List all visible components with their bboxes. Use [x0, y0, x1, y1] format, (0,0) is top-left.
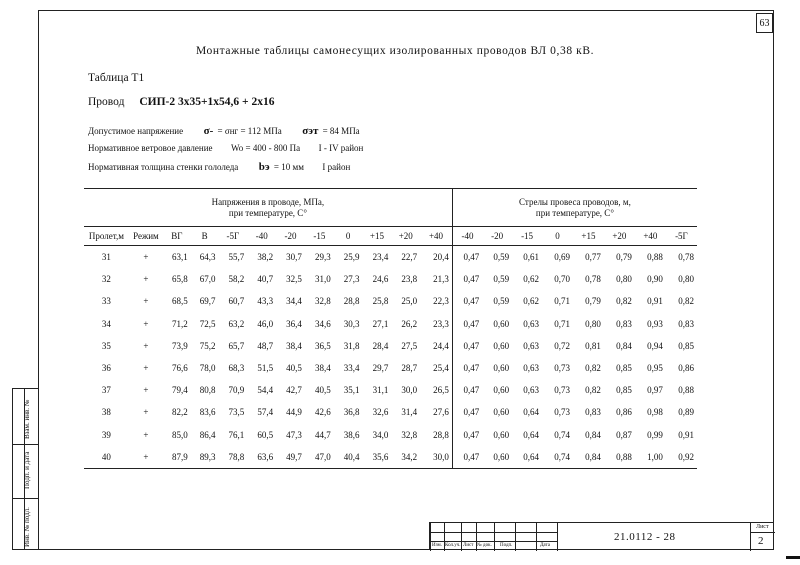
table-cell: 28,8 [433, 429, 449, 440]
table-name: Таблица Т1 [88, 72, 145, 84]
table-cell: 0,62 [523, 296, 540, 307]
table-cell: 75,2 [199, 340, 216, 351]
table-cell: 0,47 [452, 424, 482, 446]
table-cell: 71,2 [171, 318, 188, 329]
table-cell: 28,7 [401, 363, 418, 374]
stamp-col-kol: Кол.уч. [445, 543, 461, 548]
column-header: -20 [482, 227, 512, 246]
table-cell: 43,3 [257, 296, 274, 307]
table-cell: 0,72 [554, 340, 570, 351]
table-cell: 0,82 [585, 363, 601, 374]
column-header: +20 [391, 227, 420, 246]
table-cell: 0,47 [452, 401, 482, 423]
table-cell: 0,78 [585, 274, 601, 285]
table-cell: 21,3 [433, 274, 449, 285]
param-wind [88, 143, 363, 153]
table-cell: 67,0 [199, 274, 216, 285]
table-cell: 0,99 [647, 429, 663, 440]
column-header: -5Г [666, 227, 697, 246]
table-cell: 0,89 [678, 407, 694, 418]
table-cell: 0,63 [523, 385, 540, 396]
table-cell: 86,4 [199, 429, 216, 440]
table-cell: 40,7 [257, 274, 274, 285]
table-cell: 73,5 [228, 407, 245, 418]
side-label-sign: Подп. и дата [23, 451, 31, 489]
table-cell: 34,4 [286, 296, 302, 307]
table-cell: 47,3 [286, 429, 302, 440]
column-header: Пролет,м [84, 227, 129, 246]
table-cell: 44,7 [314, 429, 331, 440]
table-cell: 22,7 [401, 252, 418, 263]
column-header: +15 [363, 227, 392, 246]
table-cell: 0,62 [523, 274, 540, 285]
table-cell: 35,1 [343, 385, 360, 396]
table-cell: 0,85 [616, 385, 632, 396]
param-stress-label: Допустимое напряжение [88, 126, 184, 136]
mounting-table [84, 188, 697, 469]
table-row [84, 268, 697, 290]
table-cell: 54,4 [257, 385, 274, 396]
table-cell: 0,79 [585, 296, 601, 307]
corner-mark [786, 556, 800, 559]
table-cell: 0,60 [493, 385, 510, 396]
wire-name: СИП-2 3х35+1х54,6 + 2х16 [139, 96, 275, 108]
table-cell: 55,7 [228, 252, 245, 263]
ice-region: I район [322, 162, 351, 172]
table-cell: 33 [101, 296, 111, 307]
sigma-value: = σнг = 112 МПа [217, 126, 282, 136]
table-cell: 25,9 [343, 252, 360, 263]
table-cell: 63,6 [257, 451, 274, 462]
ice-symbol: bэ [258, 161, 270, 173]
table-cell: 37 [101, 385, 111, 396]
table-cell: 0,60 [493, 363, 510, 374]
sigma-et-value: = 84 МПа [322, 126, 360, 136]
column-header: 0 [334, 227, 363, 246]
stamp-col-list: Лист [463, 543, 474, 548]
param-ice-label: Нормативная толщина стенки гололеда [88, 162, 239, 172]
table-cell: 0,60 [493, 340, 510, 351]
table-cell: 26,5 [433, 385, 449, 396]
table-cell: 46,0 [257, 318, 274, 329]
table-cell: 25,4 [433, 363, 449, 374]
table-cell: 38,6 [343, 429, 360, 440]
table-cell: 0,82 [616, 296, 632, 307]
stamp-col-doc: № док. [477, 543, 492, 548]
table-cell: 51,5 [257, 363, 274, 374]
table-cell: 30,3 [343, 318, 360, 329]
table-cell: 31 [101, 252, 111, 263]
table-cell: 58,2 [228, 274, 245, 285]
table-cell: 23,4 [372, 252, 389, 263]
table-cell: 1,00 [647, 451, 663, 462]
table-cell: 36,4 [286, 318, 302, 329]
table-cell: 0,74 [554, 451, 570, 462]
table-cell: 25,8 [372, 296, 389, 307]
table-cell: 0,78 [678, 252, 694, 263]
column-header: -40 [247, 227, 276, 246]
table-cell: 0,81 [585, 340, 601, 351]
table-cell: 28,8 [343, 296, 360, 307]
table-row [84, 246, 697, 269]
table-cell: 82,2 [171, 407, 188, 418]
table-cell: + [143, 274, 149, 285]
table-cell: 0,77 [585, 252, 601, 263]
column-header: -40 [452, 227, 482, 246]
column-header: -15 [305, 227, 334, 246]
wire-label: Провод [88, 96, 125, 108]
table-cell: 76,6 [171, 363, 188, 374]
table-row [84, 290, 697, 312]
table-cell: 0,47 [452, 246, 482, 269]
table-cell: 0,82 [585, 385, 601, 396]
table-cell: 79,4 [171, 385, 188, 396]
table-cell: 0,91 [647, 296, 663, 307]
table-cell: 35 [101, 340, 111, 351]
table-cell: 0,63 [523, 318, 540, 329]
table-cell: 23,3 [433, 318, 449, 329]
table-cell: 63,1 [171, 252, 188, 263]
table-cell: 30,7 [286, 252, 302, 263]
table-cell: 27,6 [433, 407, 449, 418]
table-cell: 0,70 [554, 274, 570, 285]
table-cell: 40,4 [343, 451, 360, 462]
table-cell: 0,83 [678, 318, 694, 329]
table-cell: 38,2 [257, 252, 274, 263]
table-cell: 0,73 [554, 407, 570, 418]
table-cell: 31,0 [314, 274, 331, 285]
table-cell: 0,71 [554, 296, 570, 307]
table-cell: 0,82 [678, 296, 694, 307]
column-header: ВГ [163, 227, 191, 246]
table-cell: 35,6 [372, 451, 389, 462]
table-cell: 68,3 [228, 363, 245, 374]
table-cell: 25,0 [401, 296, 418, 307]
table-cell: 0,69 [554, 252, 570, 263]
table-cell: 31,8 [343, 340, 360, 351]
table-cell: 0,86 [616, 407, 632, 418]
table-cell: 0,85 [678, 340, 694, 351]
table-cell: 42,6 [314, 407, 331, 418]
table-cell: 64,3 [199, 252, 216, 263]
side-stamp [12, 388, 38, 550]
table-row [84, 357, 697, 379]
stamp-col-sign: Подп. [500, 543, 513, 548]
table-cell: 38 [101, 407, 111, 418]
table-cell: 23,8 [401, 274, 418, 285]
table-cell: 36 [101, 363, 111, 374]
table-cell: 33,4 [343, 363, 360, 374]
table-cell: 89,3 [199, 451, 216, 462]
table-cell: 34,2 [401, 451, 418, 462]
table-cell: 73,9 [171, 340, 188, 351]
table-cell: 27,3 [343, 274, 360, 285]
table-cell: 40,5 [286, 363, 302, 374]
table-cell: 0,80 [616, 274, 632, 285]
table-cell: 60,5 [257, 429, 274, 440]
table-cell: 85,0 [171, 429, 188, 440]
table-cell: 0,64 [523, 429, 540, 440]
table-cell: 38,4 [314, 363, 331, 374]
table-row [84, 313, 697, 335]
table-cell: 0,93 [647, 318, 663, 329]
table-cell: 27,1 [372, 318, 389, 329]
table-cell: 40 [101, 451, 111, 462]
table-cell: 87,9 [171, 451, 188, 462]
table-cell: 34,0 [372, 429, 389, 440]
table-cell: 32,5 [286, 274, 302, 285]
sigma-et-symbol: σэт [302, 125, 319, 137]
column-header: 0 [542, 227, 573, 246]
table-cell: 0,74 [554, 429, 570, 440]
table-cell: 72,5 [199, 318, 216, 329]
table-cell: 0,63 [523, 363, 540, 374]
table-cell: 0,88 [616, 451, 632, 462]
table-cell: 29,3 [314, 252, 331, 263]
stamp-col-date: Дата [540, 543, 550, 548]
table-cell: 30,0 [433, 451, 449, 462]
table-cell: 42,7 [286, 385, 302, 396]
wire-line [88, 96, 274, 108]
stamp-col-izm: Изм. [432, 543, 442, 548]
table-cell: 32,8 [314, 296, 331, 307]
table-cell: 0,84 [585, 429, 601, 440]
param-ice [88, 161, 350, 173]
table-cell: 24,4 [433, 340, 449, 351]
table-cell: 26,2 [401, 318, 418, 329]
document-title: Монтажные таблицы самонесущих изолированных проводов ВЛ 0,38 кВ. [196, 45, 595, 57]
table-row [84, 401, 697, 423]
table-cell: + [143, 407, 149, 418]
sheet-label: Лист [756, 524, 769, 530]
side-label-inv: Инв. № подл. [23, 507, 31, 547]
table-cell: + [143, 363, 149, 374]
table-cell: 0,47 [452, 446, 482, 469]
table-cell: 0,98 [647, 407, 663, 418]
table-cell: 60,7 [228, 296, 245, 307]
document-code: 21.0112 - 28 [614, 531, 676, 543]
param-stress [88, 125, 360, 137]
table-cell: 0,64 [523, 451, 540, 462]
table-row [84, 424, 697, 446]
table-cell: 0,95 [647, 363, 663, 374]
table-cell: 0,88 [647, 252, 663, 263]
table-cell: 0,80 [585, 318, 601, 329]
table-cell: 0,47 [452, 268, 482, 290]
title-block [429, 522, 774, 550]
table-cell: 0,61 [523, 252, 540, 263]
table-cell: 48,7 [257, 340, 274, 351]
column-header: +40 [635, 227, 666, 246]
table-cell: + [143, 385, 149, 396]
table-cell: 0,47 [452, 335, 482, 357]
table-row [84, 335, 697, 357]
table-cell: 0,91 [678, 429, 694, 440]
table-cell: 69,7 [199, 296, 216, 307]
table-cell: 0,64 [523, 407, 540, 418]
table-cell: + [143, 340, 149, 351]
table-cell: 76,1 [228, 429, 245, 440]
table-cell: 30,0 [401, 385, 418, 396]
wind-region: I - IV район [318, 143, 364, 153]
column-header: Режим [129, 227, 163, 246]
table-cell: 0,59 [493, 274, 510, 285]
table-cell: 0,71 [554, 318, 570, 329]
sag-group-header: Стрелы провеса проводов, м, при температуре, С° [452, 189, 697, 227]
table-cell: 0,60 [493, 451, 510, 462]
column-header: +40 [420, 227, 452, 246]
column-header: -15 [512, 227, 542, 246]
table-cell: 31,4 [401, 407, 418, 418]
table-cell: 39 [101, 429, 111, 440]
table-cell: + [143, 451, 149, 462]
table-cell: 0,73 [554, 385, 570, 396]
side-label-replace: Взам. инв. № [23, 399, 31, 439]
stress-group-header: Напряжения в проводе, МПа, при температуре, С° [84, 189, 452, 227]
table-row [84, 446, 697, 469]
column-headers [84, 227, 697, 246]
table-cell: 78,8 [228, 451, 245, 462]
table-cell: + [143, 252, 149, 263]
table-cell: 49,7 [286, 451, 302, 462]
table-cell: 28,4 [372, 340, 389, 351]
table-cell: 34 [101, 318, 111, 329]
page-number: 63 [756, 13, 773, 33]
table-cell: 0,63 [523, 340, 540, 351]
table-cell: 0,59 [493, 252, 510, 263]
table-cell: 68,5 [171, 296, 188, 307]
table-cell: 27,5 [401, 340, 418, 351]
table-cell: 0,80 [678, 274, 694, 285]
table-cell: 0,47 [452, 313, 482, 335]
table-cell: 0,87 [616, 429, 632, 440]
table-cell: 0,85 [616, 363, 632, 374]
table-cell: 0,47 [452, 290, 482, 312]
table-cell: 0,60 [493, 429, 510, 440]
table-cell: 32,6 [372, 407, 389, 418]
column-header: +20 [604, 227, 635, 246]
table-cell: 83,6 [199, 407, 216, 418]
table-cell: 40,5 [314, 385, 331, 396]
table-cell: 0,94 [647, 340, 663, 351]
table-cell: 38,4 [286, 340, 302, 351]
table-cell: 78,0 [199, 363, 216, 374]
sigma-symbol: σ- [203, 125, 214, 137]
table-cell: 32 [101, 274, 111, 285]
column-header: В [191, 227, 219, 246]
table-cell: 0,84 [585, 451, 601, 462]
table-cell: 70,9 [228, 385, 245, 396]
table-cell: 0,47 [452, 357, 482, 379]
param-wind-label: Нормативное ветровое давление [88, 143, 213, 153]
table-cell: 65,7 [228, 340, 245, 351]
table-cell: 0,86 [678, 363, 694, 374]
table-cell: 36,8 [343, 407, 360, 418]
table-cell: 0,90 [647, 274, 663, 285]
wind-value: Wo = 400 - 800 Па [231, 143, 301, 153]
table-cell: 0,83 [616, 318, 632, 329]
table-cell: 0,60 [493, 407, 510, 418]
table-cell: + [143, 296, 149, 307]
table-cell: + [143, 429, 149, 440]
table-cell: 32,8 [401, 429, 418, 440]
table-cell: 24,6 [372, 274, 389, 285]
table-cell: 36,5 [314, 340, 331, 351]
table-cell: 0,59 [493, 296, 510, 307]
ice-value: = 10 мм [273, 162, 304, 172]
table-cell: 31,1 [372, 385, 389, 396]
table-cell: + [143, 318, 149, 329]
table-cell: 29,7 [372, 363, 389, 374]
table-row [84, 379, 697, 401]
table-cell: 80,8 [199, 385, 216, 396]
table-cell: 0,88 [678, 385, 694, 396]
table-cell: 63,2 [228, 318, 245, 329]
table-cell: 0,79 [616, 252, 632, 263]
table-cell: 0,83 [585, 407, 601, 418]
table-cell: 34,6 [314, 318, 331, 329]
column-header: -5Г [218, 227, 247, 246]
table-cell: 65,8 [171, 274, 188, 285]
table-cell: 0,84 [616, 340, 632, 351]
table-cell: 0,47 [452, 379, 482, 401]
table-cell: 57,4 [257, 407, 274, 418]
table-cell: 0,97 [647, 385, 663, 396]
column-header: -20 [276, 227, 305, 246]
table-cell: 0,92 [678, 451, 694, 462]
table-cell: 0,73 [554, 363, 570, 374]
table-cell: 22,3 [433, 296, 449, 307]
table-cell: 44,9 [286, 407, 302, 418]
table-cell: 0,60 [493, 318, 510, 329]
column-header: +15 [573, 227, 604, 246]
table-cell: 20,4 [433, 252, 449, 263]
sheet-number: 2 [758, 535, 764, 547]
table-cell: 47,0 [314, 451, 331, 462]
